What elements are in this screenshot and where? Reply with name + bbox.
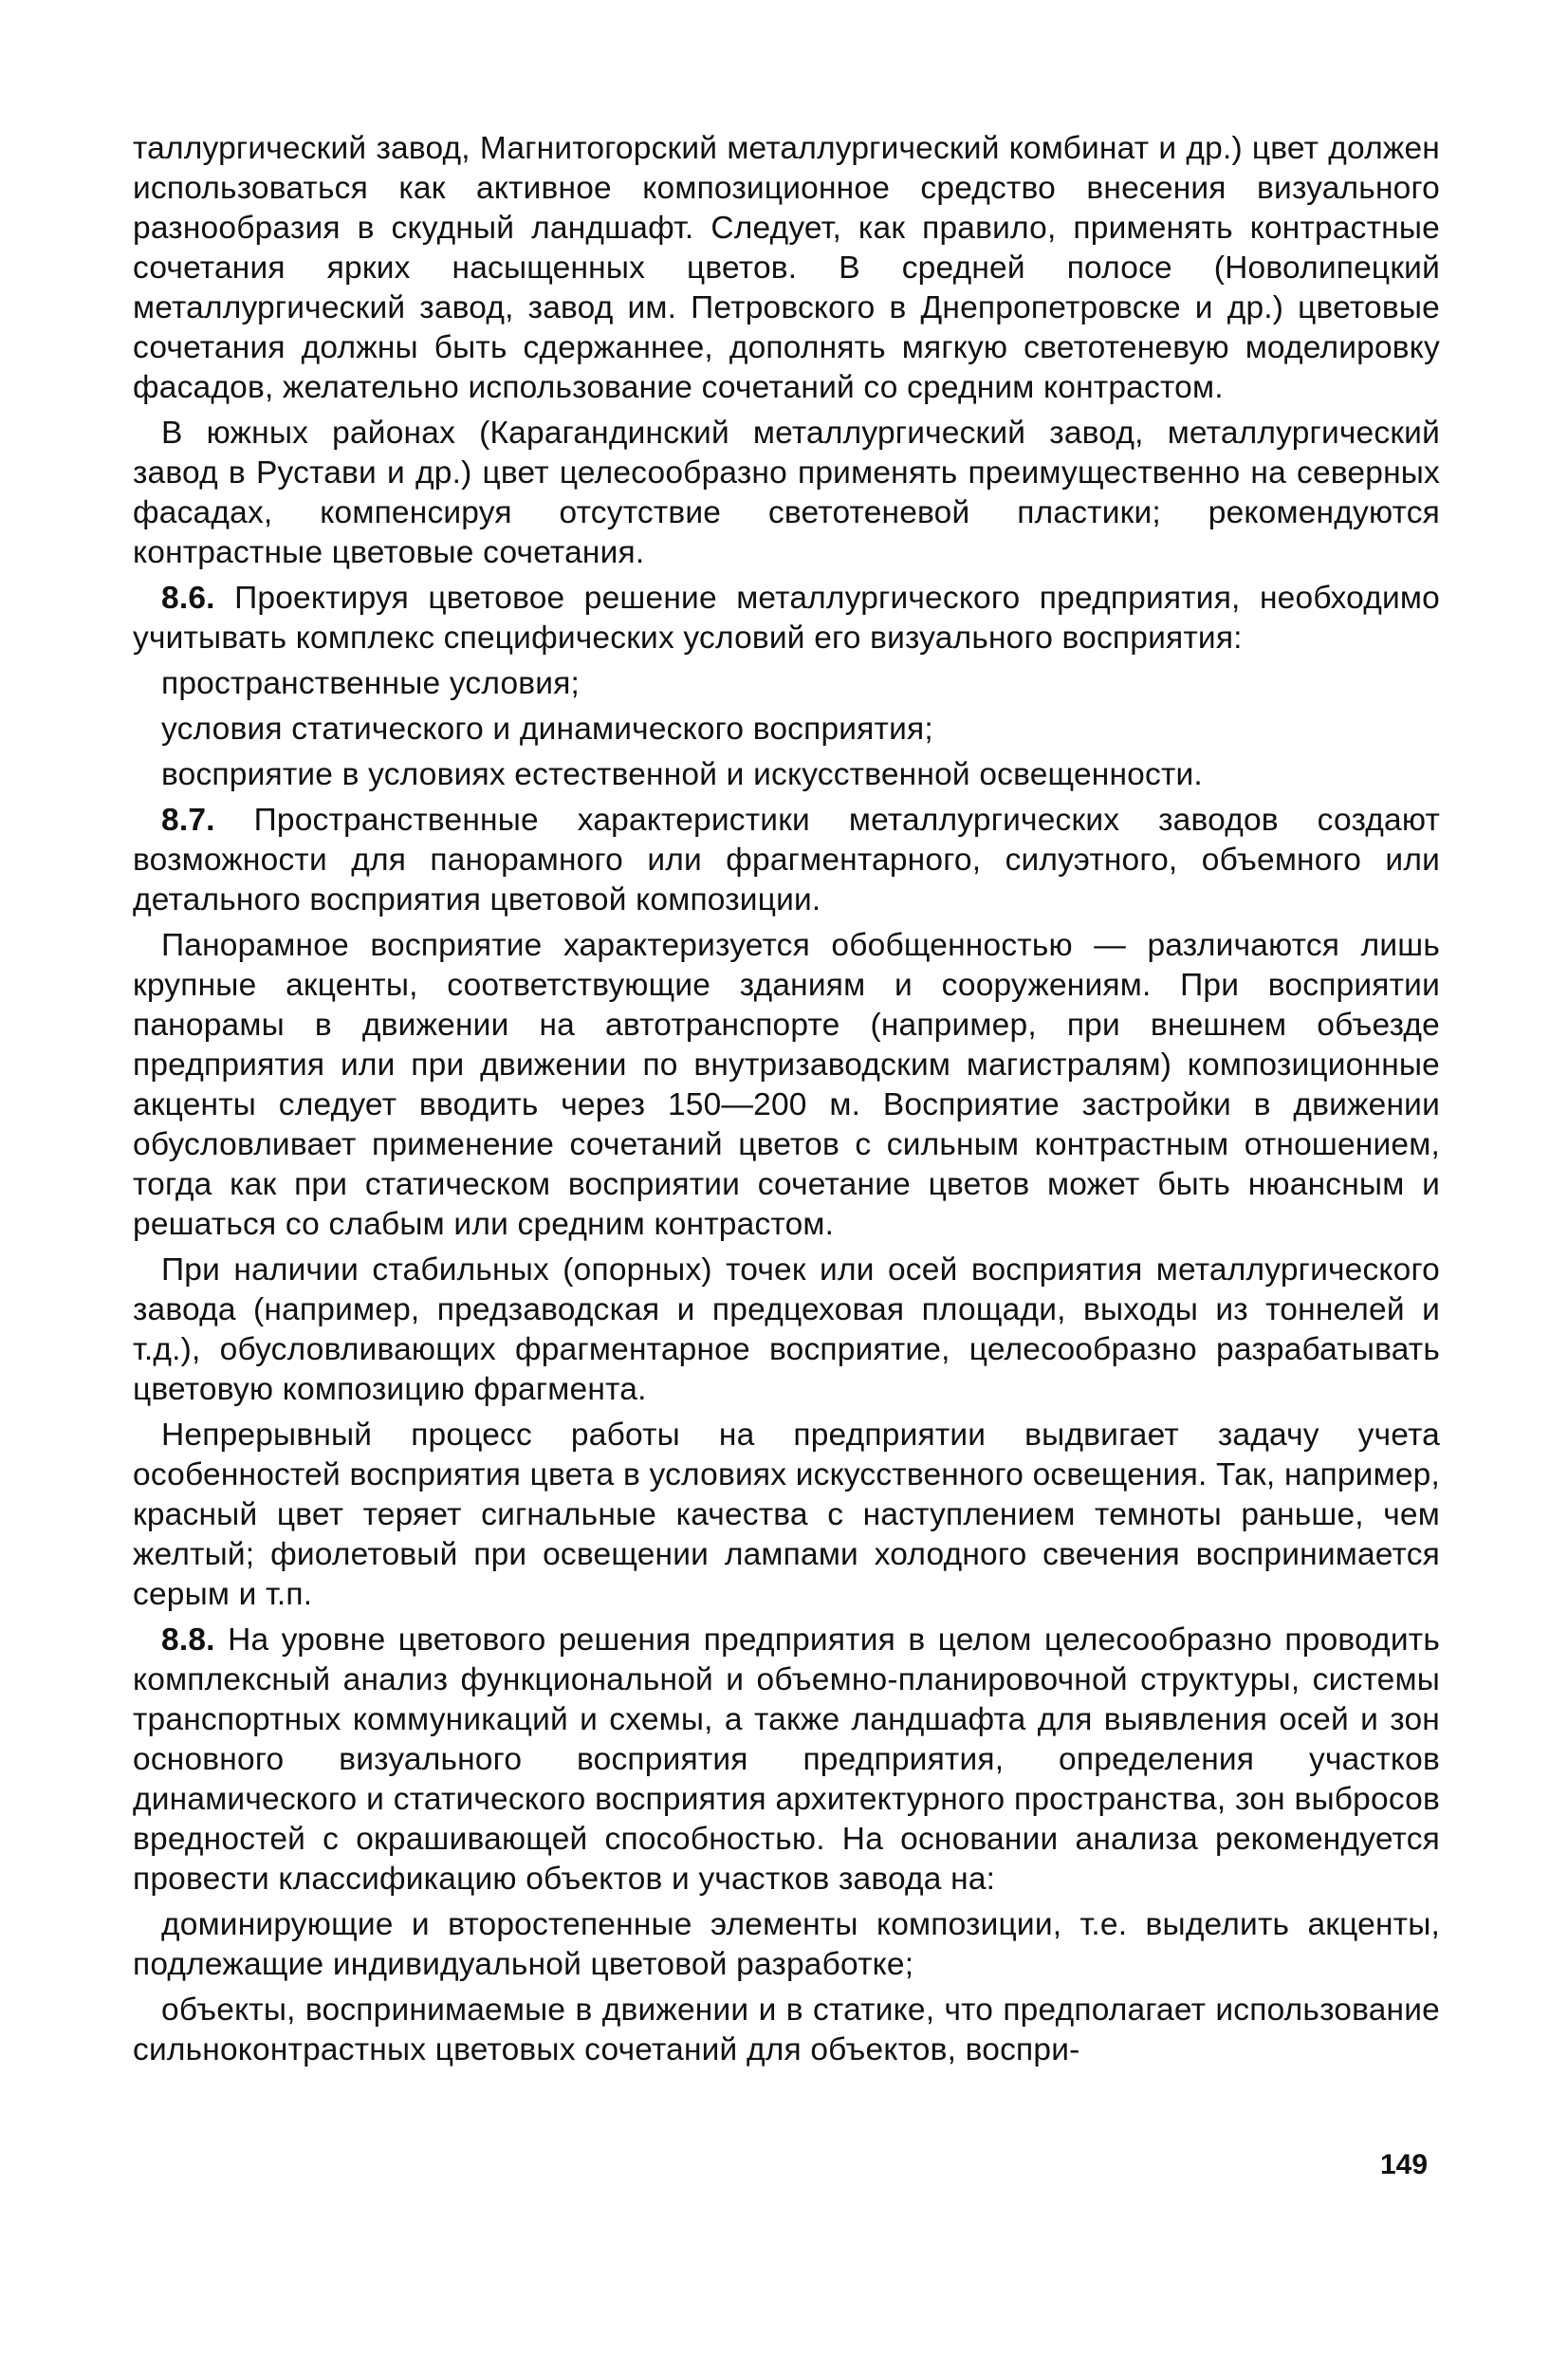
section-number-8-8: 8.8. (161, 1622, 215, 1658)
section-number-8-7: 8.7. (161, 803, 215, 838)
section-number-8-6: 8.6. (161, 581, 215, 616)
paragraph-8-7: 8.7. Пространственные характеристики металлургических заводов создают возможности для панорамного или фрагментарного, силуэтного, объемного или детального восприятия цветовой композиции. (133, 803, 1440, 918)
list-item-lighting: восприятие в условиях естественной и искусственной освещенности. (161, 757, 1203, 792)
paragraph-fragment: При наличии стабильных (опорных) точек или осей восприятия металлургического завода (например, предзаводская и предцеховая площади, выходы из тоннелей и т.д.), обусловливающих фрагментарное восприятие, целесообразно разрабатывать цветовую композицию фрагмента. (133, 1252, 1440, 1407)
paragraph-panoramic: Панорамное восприятие характеризуется обобщенностью — различаются лишь крупные акценты, соответствующие зданиям и сооружениям. При восприятии панорамы в движении на автотранспорте (например, при внешнем объезде предприятия или при движении по внутризаводским магистралям) композиционные акценты следует вводить через 150—200 м. Восприятие застройки в движении обусловливает применение сочетаний цветов с сильным контрастным отношением, тогда как при статическом восприятии сочетание цветов может быть нюансным и решаться со слабым или средним контрастом. (133, 928, 1440, 1242)
page-body (133, 129, 1440, 2141)
page-number: 149 (1380, 2149, 1429, 2180)
paragraph-8-6: 8.6. Проектируя цветовое решение металлургического предприятия, необходимо учитывать комплекс специфических условий его визуального восприятия: (133, 581, 1440, 656)
list-item-dominant: доминирующие и второстепенные элементы композиции, т.е. выделить акценты, подлежащие индивидуальной цветовой разработке; (133, 1907, 1440, 1982)
list-item-motion-static: объекты, воспринимаемые в движении и в статике, что предполагает использование сильноконтрастных цветовых сочетаний для объектов, воспри- (133, 1993, 1440, 2067)
list-item-spatial: пространственные условия; (161, 666, 581, 701)
paragraph-8-8: 8.8. На уровне цветового решения предприятия в целом целесообразно проводить комплексный анализ функциональной и объемно-планировочной структуры, системы транспортных коммуникаций и схемы, а также ландшафта для выявления осей и зон основного визуального восприятия предприятия, определения участков динамического и статического восприятия архитектурного пространства, зон выбросов вредностей с окрашивающей способностью. На основании анализа рекомендуется провести классификацию объектов и участков завода на: (133, 1622, 1440, 1897)
list-item-static-dynamic: условия статического и динамического восприятия; (161, 712, 933, 747)
paragraph-2: В южных районах (Карагандинский металлургический завод, металлургический завод в Рустави и др.) цвет целесообразно применять преимущественно на северных фасадах, компенсируя отсутствие светотеневой пластики; рекомендуются контрастные цветовые сочетания. (133, 416, 1440, 570)
paragraph-1: таллургический завод, Магнитогорский металлургический комбинат и др.) цвет должен использоваться как активное композиционное средство внесения визуального разнообразия в скудный ландшафт. Следует, как правило, применять контрастные сочетания ярких насыщенных цветов. В средней полосе (Новолипецкий металлургический завод, завод им. Петровского в Днепропетровске и др.) цветовые сочетания должны быть сдержаннее, дополнять мягкую светотеневую моделировку фасадов, желательно использование сочетаний со средним контрастом. (133, 131, 1440, 405)
paragraph-artificial-light: Непрерывный процесс работы на предприятии выдвигает задачу учета особенностей восприятия цвета в условиях искусственного освещения. Так, например, красный цвет теряет сигнальные качества с наступлением темноты раньше, чем желтый; фиолетовый при освещении лампами холодного свечения воспринимается серым и т.п. (133, 1418, 1440, 1612)
